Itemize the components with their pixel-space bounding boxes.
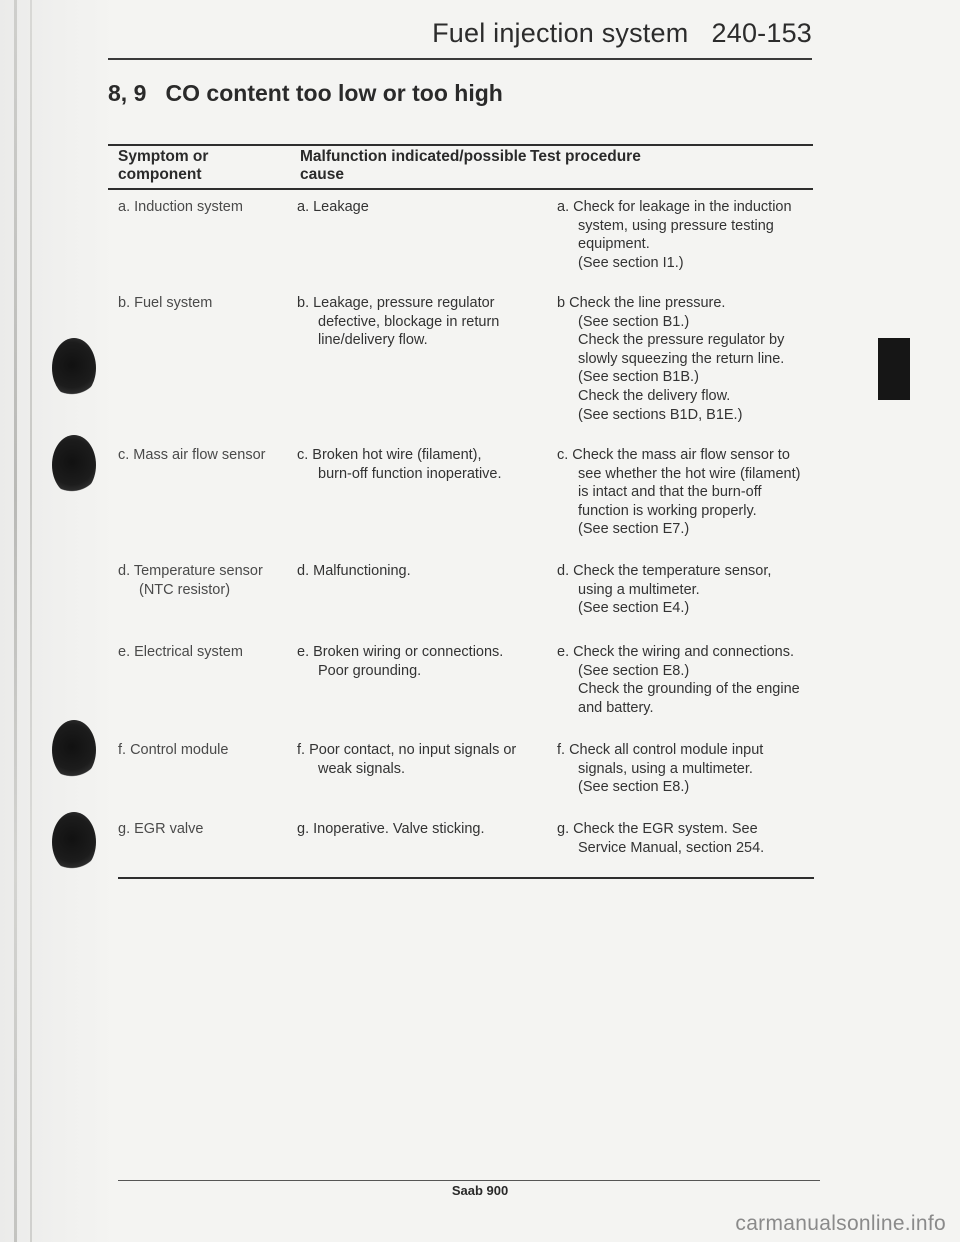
test-line: e. Check the wiring and connections. bbox=[557, 644, 794, 660]
test-cell bbox=[557, 741, 822, 797]
table-top-rule bbox=[108, 144, 813, 146]
cause-line: defective, blockage in return bbox=[318, 313, 500, 330]
cause-line: burn-off function inoperative. bbox=[318, 465, 502, 482]
symptom-cell bbox=[118, 741, 293, 760]
test-line: signals, using a multimeter. bbox=[578, 760, 753, 777]
column-header-symptom: Symptom or component bbox=[118, 148, 209, 183]
cause-line: d. Malfunctioning. bbox=[297, 563, 411, 579]
binding-line bbox=[30, 0, 32, 1242]
table-bottom-rule bbox=[118, 877, 814, 879]
test-line: Service Manual, section 254. bbox=[578, 839, 765, 856]
symptom-line: c. Mass air flow sensor bbox=[118, 447, 266, 463]
test-line: and battery. bbox=[578, 699, 654, 716]
cause-cell bbox=[297, 294, 542, 350]
test-line: is intact and that the burn-off bbox=[578, 484, 762, 501]
test-cell bbox=[557, 820, 822, 857]
symptom-line: a. Induction system bbox=[118, 199, 243, 215]
cause-line: a. Leakage bbox=[297, 199, 369, 215]
symptom-cell bbox=[118, 643, 293, 662]
cause-line: g. Inoperative. Valve sticking. bbox=[297, 821, 485, 837]
test-line: (See section E8.) bbox=[578, 662, 690, 679]
symptom-cell bbox=[118, 294, 293, 313]
cause-line: weak signals. bbox=[318, 760, 406, 777]
footer-model-label: Saab 900 bbox=[451, 1183, 509, 1198]
test-line: c. Check the mass air flow sensor to bbox=[557, 447, 790, 463]
test-line: function is working properly. bbox=[578, 502, 757, 519]
test-line: Check the grounding of the engine bbox=[578, 681, 800, 698]
test-line: (See sections B1D, B1E.) bbox=[578, 406, 743, 423]
table-header-rule bbox=[108, 188, 813, 190]
test-line: f. Check all control module input bbox=[557, 742, 764, 758]
symptom-line: g. EGR valve bbox=[118, 821, 204, 837]
header-rule bbox=[108, 58, 812, 60]
cause-cell bbox=[297, 562, 542, 581]
test-line: (See section B1.) bbox=[578, 313, 690, 330]
symptom-cell bbox=[118, 820, 293, 839]
binding-line bbox=[14, 0, 17, 1242]
symptom-line: f. Control module bbox=[118, 742, 229, 758]
symptom-line: e. Electrical system bbox=[118, 644, 243, 660]
test-line: see whether the hot wire (filament) bbox=[578, 465, 801, 482]
cause-line: line/delivery flow. bbox=[318, 332, 428, 349]
test-cell bbox=[557, 294, 822, 424]
watermark: carmanualsonline.info bbox=[735, 1212, 946, 1235]
punch-hole bbox=[52, 338, 96, 398]
test-line: (See section B1B.) bbox=[578, 369, 699, 386]
test-line: Check the pressure regulator by bbox=[578, 332, 785, 349]
test-line: slowly squeezing the return line. bbox=[578, 350, 785, 367]
test-line: (See section E7.) bbox=[578, 521, 690, 538]
page-header-title: Fuel injection system 240-153 bbox=[432, 18, 812, 48]
cause-line: f. Poor contact, no input signals or bbox=[297, 742, 517, 758]
column-header-test: Test procedure bbox=[530, 148, 641, 165]
test-line: g. Check the EGR system. See bbox=[557, 821, 758, 837]
punch-hole bbox=[52, 435, 96, 495]
test-line: d. Check the temperature sensor, bbox=[557, 563, 772, 579]
symptom-cell bbox=[118, 562, 293, 599]
test-line: equipment. bbox=[578, 236, 650, 253]
cause-line: b. Leakage, pressure regulator bbox=[297, 295, 495, 311]
cause-cell bbox=[297, 820, 542, 839]
test-line: using a multimeter. bbox=[578, 581, 700, 598]
cause-cell bbox=[297, 446, 542, 483]
cause-cell bbox=[297, 643, 542, 680]
test-line: system, using pressure testing bbox=[578, 217, 774, 234]
page-binding-edge bbox=[0, 0, 118, 1242]
thumb-index-tab bbox=[878, 338, 910, 400]
footer-rule bbox=[118, 1180, 820, 1181]
test-line: b Check the line pressure. bbox=[557, 295, 726, 311]
cause-line: c. Broken hot wire (filament), bbox=[297, 447, 482, 463]
cause-line: e. Broken wiring or connections. bbox=[297, 644, 504, 660]
test-cell bbox=[557, 198, 822, 272]
test-line: (See section I1.) bbox=[578, 254, 684, 271]
symptom-line: d. Temperature sensor bbox=[118, 563, 263, 579]
cause-cell bbox=[297, 198, 542, 217]
cause-cell bbox=[297, 741, 542, 778]
punch-hole bbox=[52, 720, 96, 780]
punch-hole bbox=[52, 812, 96, 872]
symptom-cell bbox=[118, 198, 293, 217]
cause-line: Poor grounding. bbox=[318, 662, 422, 679]
symptom-cell bbox=[118, 446, 293, 465]
test-line: a. Check for leakage in the induction bbox=[557, 199, 792, 215]
symptom-line: b. Fuel system bbox=[118, 295, 213, 311]
symptom-line: (NTC resistor) bbox=[139, 581, 231, 598]
test-cell bbox=[557, 446, 822, 539]
test-line: (See section E4.) bbox=[578, 600, 690, 617]
test-cell bbox=[557, 562, 822, 618]
section-title: 8, 9 CO content too low or too high bbox=[108, 80, 503, 106]
test-cell bbox=[557, 643, 822, 717]
test-line: Check the delivery flow. bbox=[578, 387, 731, 404]
test-line: (See section E8.) bbox=[578, 779, 690, 796]
column-header-cause: Malfunction indicated/possible cause bbox=[300, 148, 527, 183]
